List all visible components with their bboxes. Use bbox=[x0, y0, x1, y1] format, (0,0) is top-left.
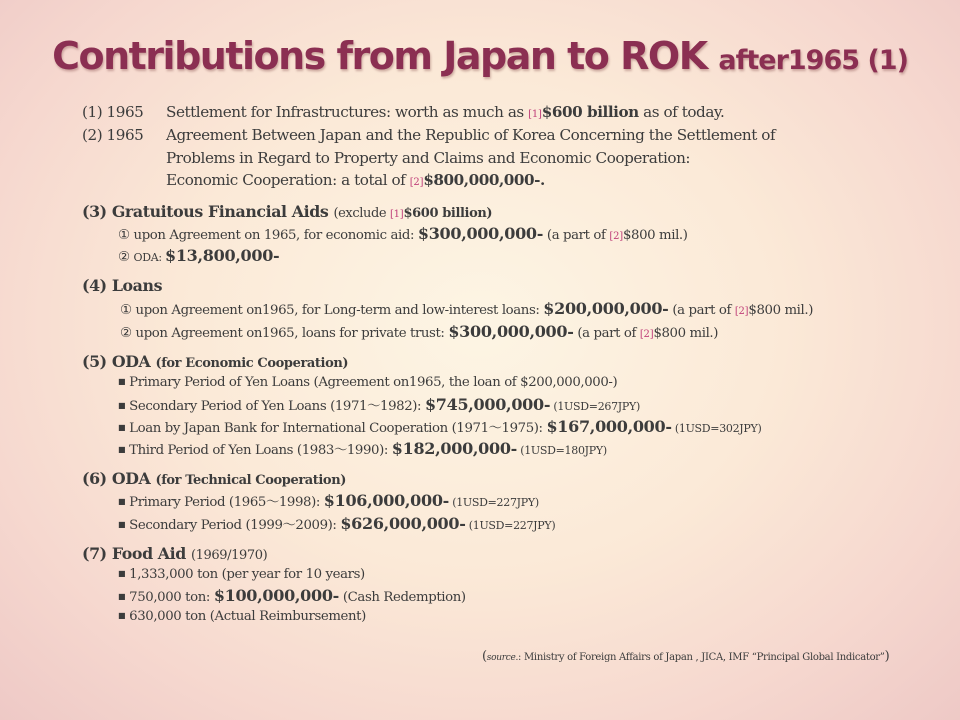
item-5-bullet-1-text: Primary Period of Yen Loans (Agreement on1965, the loan of $200,000,000-) bbox=[129, 375, 618, 390]
item-3-note bbox=[333, 206, 492, 221]
item-6-bullet-2-amount: $626,000,000- bbox=[340, 514, 466, 533]
square-bullet-icon: ■ bbox=[118, 445, 126, 454]
item-7-bullet-2-tail: (Cash Redemption) bbox=[339, 590, 466, 605]
item-3-title: (3) Gratuitous Financial Aids bbox=[82, 202, 334, 221]
item-5-bullet-2-text: Secondary Period of Yen Loans (1971～1982): bbox=[129, 399, 425, 414]
item-4-sub-1-note: (a part of bbox=[668, 303, 735, 318]
item-4-sub-2 bbox=[120, 324, 718, 340]
item-2-text-1: Agreement Between Japan and the Republic of Korea Concerning the Settlement of bbox=[166, 126, 776, 144]
item-5-heading bbox=[82, 354, 348, 370]
item-4-sub-1 bbox=[120, 301, 813, 317]
ref-2: [2] bbox=[734, 306, 749, 317]
item-5-title: (5) ODA bbox=[82, 352, 156, 371]
item-3-note-amount: $600 billion) bbox=[403, 206, 493, 221]
item-5-bullet-4-amount: $182,000,000- bbox=[391, 439, 518, 458]
item-7-bullet-2-text: 750,000 ton: bbox=[129, 590, 214, 605]
item-5-bullet-2-amount: $745,000,000- bbox=[424, 395, 551, 414]
item-2-line-3 bbox=[166, 173, 545, 188]
item-5-bullet-4-rate: (1USD=180JPY) bbox=[517, 444, 607, 457]
source-label: source. bbox=[486, 653, 519, 663]
item-6-title: (6) ODA bbox=[82, 469, 156, 488]
item-4-sub-2-note-tail: $800 mil.) bbox=[653, 326, 719, 341]
ref-2: [2] bbox=[639, 329, 654, 340]
item-6-bullet-1-rate: (1USD=227JPY) bbox=[449, 496, 539, 509]
item-6-bullet-1-amount: $106,000,000- bbox=[323, 491, 450, 510]
item-7-bullet-3 bbox=[118, 610, 366, 623]
item-3-sub-2-text: ODA: bbox=[133, 251, 166, 264]
ref-2: [2] bbox=[409, 177, 424, 188]
item-6-bullet-2-rate: (1USD=227JPY) bbox=[465, 519, 556, 532]
item-5-bullet-4-text: Third Period of Yen Loans (1983～1990): bbox=[129, 443, 392, 458]
item-2-line-1 bbox=[82, 128, 775, 143]
item-6-bullet-1-text: Primary Period (1965～1998): bbox=[129, 495, 324, 510]
circled-one-icon: ① bbox=[120, 303, 132, 318]
source-note bbox=[482, 650, 889, 663]
item-2-text-3: Economic Cooperation: a total of bbox=[166, 171, 410, 189]
square-bullet-icon: ■ bbox=[118, 497, 126, 506]
item-1 bbox=[82, 105, 724, 120]
source-close: ) bbox=[884, 649, 890, 664]
square-bullet-icon: ■ bbox=[118, 592, 126, 601]
item-5-bullet-3-amount: $167,000,000- bbox=[546, 417, 672, 436]
item-1-amount: $600 billion bbox=[541, 103, 639, 121]
item-4-sub-2-amount: $300,000,000- bbox=[448, 322, 574, 341]
item-1-tail: as of today. bbox=[638, 103, 725, 121]
item-5-bullet-4 bbox=[118, 441, 607, 457]
ref-1: [1] bbox=[528, 109, 542, 120]
circled-two-icon: ② bbox=[120, 326, 132, 341]
item-3-heading bbox=[82, 204, 492, 220]
item-4-heading bbox=[82, 278, 162, 294]
item-4-sub-1-note-tail: $800 mil.) bbox=[748, 303, 813, 318]
square-bullet-icon: ■ bbox=[118, 569, 126, 578]
item-6-bullet-2 bbox=[118, 516, 555, 532]
item-3-sub-1-text: upon Agreement on 1965, for economic aid: bbox=[133, 228, 418, 243]
item-5-bullet-3 bbox=[118, 419, 761, 435]
square-bullet-icon: ■ bbox=[118, 401, 126, 410]
item-3-sub-1-note: (a part of bbox=[543, 228, 610, 243]
title-suffix: after1965 (1) bbox=[718, 45, 908, 76]
item-5-bullet-2 bbox=[118, 397, 640, 413]
item-6-heading bbox=[82, 471, 346, 487]
item-5-bullet-1 bbox=[118, 376, 617, 389]
source-text: : Ministry of Foreign Affairs of Japan , JICA, IMF “Principal Global Indicator” bbox=[518, 652, 885, 663]
item-7-bullet-3-text: 630,000 ton (Actual Reimbursement) bbox=[129, 609, 366, 624]
item-4-title: (4) Loans bbox=[82, 276, 163, 295]
item-2-text-2: Problems in Regard to Property and Claims and Economic Cooperation: bbox=[166, 149, 691, 167]
square-bullet-icon: ■ bbox=[118, 377, 126, 386]
ref-1: [1] bbox=[389, 209, 404, 220]
item-3-sub-1 bbox=[118, 226, 688, 242]
item-3-sub-2-amount: $13,800,000- bbox=[165, 246, 280, 265]
item-1-number: (1) 1965 bbox=[82, 103, 144, 121]
item-6-bullet-2-text: Secondary Period (1999～2009): bbox=[129, 518, 341, 533]
item-5-bullet-3-text: Loan by Japan Bank for International Cooperation (1971～1975): bbox=[129, 421, 547, 436]
title-main: Contributions from Japan to ROK bbox=[52, 34, 707, 78]
source-open: ( bbox=[482, 649, 487, 664]
item-2-line-2 bbox=[166, 151, 690, 166]
circled-two-icon: ② bbox=[118, 250, 130, 265]
item-7-title: (7) Food Aid bbox=[82, 544, 192, 563]
item-7-bullet-1-text: 1,333,000 ton (per year for 10 years) bbox=[129, 567, 365, 582]
item-6-bullet-1 bbox=[118, 493, 539, 509]
circled-one-icon: ① bbox=[118, 228, 130, 243]
item-4-sub-2-text: upon Agreement on1965, loans for private trust: bbox=[135, 326, 449, 341]
item-3-note-open: (exclude bbox=[333, 206, 390, 221]
item-6-sub: (for Technical Cooperation) bbox=[155, 473, 347, 488]
item-3-sub-1-amount: $300,000,000- bbox=[417, 224, 544, 243]
item-4-sub-2-note: (a part of bbox=[573, 326, 640, 341]
item-3-sub-2 bbox=[118, 248, 279, 264]
item-4-sub-1-amount: $200,000,000- bbox=[543, 299, 669, 318]
item-5-bullet-2-rate: (1USD=267JPY) bbox=[550, 400, 640, 413]
item-5-sub: (for Economic Cooperation) bbox=[155, 356, 349, 371]
square-bullet-icon: ■ bbox=[118, 611, 126, 620]
item-3-sub-1-note-tail: $800 mil.) bbox=[622, 228, 688, 243]
item-7-bullet-2-amount: $100,000,000- bbox=[213, 586, 340, 605]
item-2-number: (2) 1965 bbox=[82, 126, 144, 144]
item-7-bullet-2 bbox=[118, 588, 466, 604]
item-5-bullet-3-rate: (1USD=302JPY) bbox=[671, 422, 762, 435]
item-2-amount: $800,000,000-. bbox=[423, 171, 545, 189]
item-7-bullet-1 bbox=[118, 568, 365, 581]
item-7-heading bbox=[82, 546, 267, 562]
ref-2: [2] bbox=[609, 231, 623, 242]
square-bullet-icon: ■ bbox=[118, 520, 126, 529]
square-bullet-icon: ■ bbox=[118, 423, 126, 432]
item-1-text: Settlement for Infrastructures: worth as much as bbox=[166, 103, 529, 121]
item-7-sub: (1969/1970) bbox=[191, 548, 268, 563]
item-4-sub-1-text: upon Agreement on1965, for Long-term and low-interest loans: bbox=[135, 303, 544, 318]
